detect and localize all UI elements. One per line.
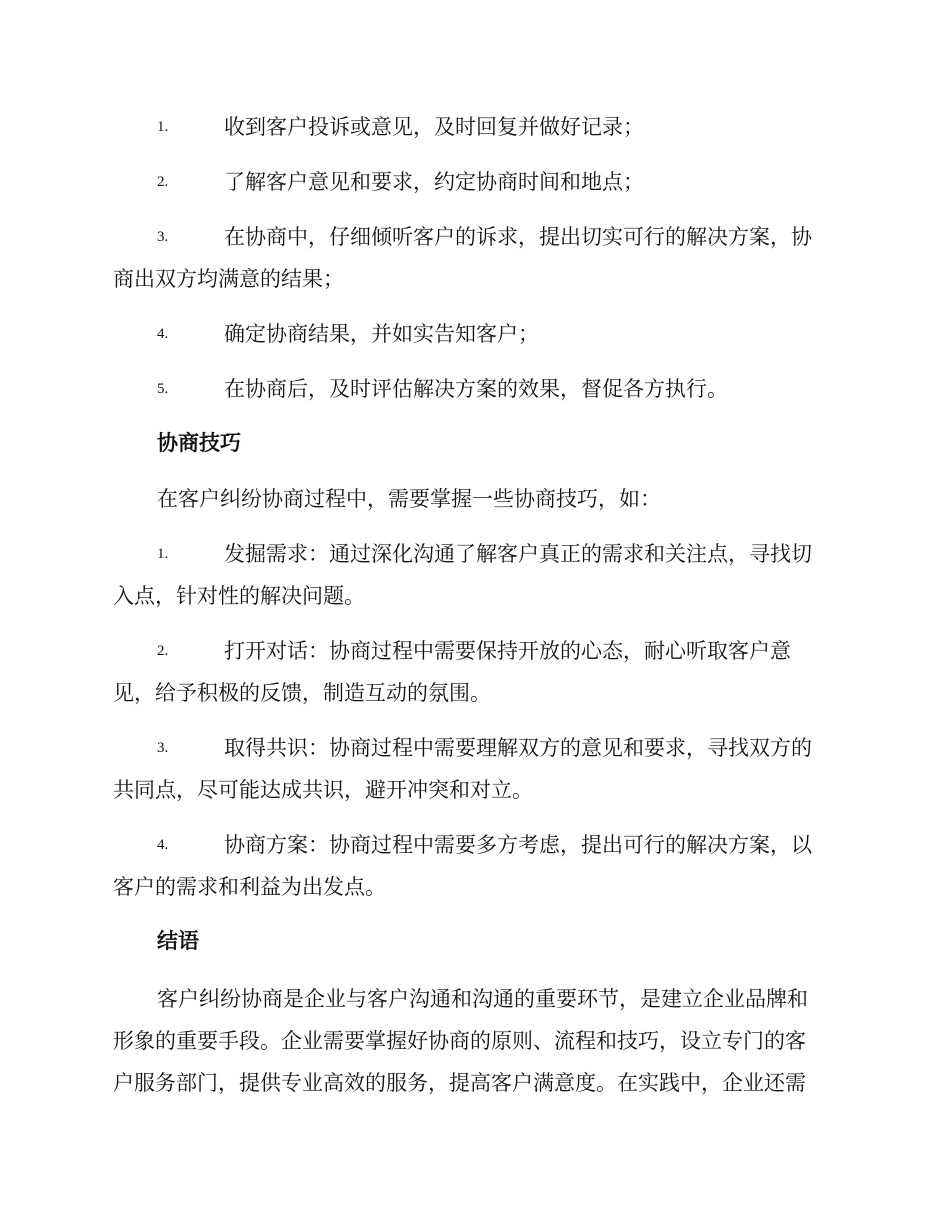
skill-number: 3.	[157, 740, 169, 756]
step-number: 1.	[157, 119, 169, 135]
skill-text-continued: 客户的需求和利益为出发点。	[113, 875, 386, 899]
skill-number: 2.	[157, 643, 169, 659]
step-number: 3.	[157, 229, 169, 245]
skill-text-continued: 共同点，尽可能达成共识，避开冲突和对立。	[113, 778, 533, 802]
step-text: 在协商后，及时评估解决方案的效果，督促各方执行。	[224, 377, 728, 401]
skill-text: 取得共识：协商过程中需要理解双方的意见和要求，寻找双方的	[224, 736, 812, 760]
skill-text: 发掘需求：通过深化沟通了解客户真正的需求和关注点，寻找切	[224, 542, 812, 566]
skill-text: 协商方案：协商过程中需要多方考虑，提出可行的解决方案，以	[224, 833, 812, 857]
skill-number: 1.	[157, 546, 169, 562]
step-number: 4.	[157, 326, 169, 342]
skill-text: 打开对话：协商过程中需要保持开放的心态，耐心听取客户意	[224, 639, 791, 663]
skill-text-continued: 见，给予积极的反馈，制造互动的氛围。	[113, 681, 491, 705]
conclusion-paragraph-line: 户服务部门，提供专业高效的服务，提高客户满意度。在实践中，企业还需	[113, 1071, 806, 1095]
step-text: 确定协商结果，并如实告知客户；	[224, 322, 539, 346]
step-text: 了解客户意见和要求，约定协商时间和地点；	[224, 170, 644, 194]
conclusion-paragraph-line: 形象的重要手段。企业需要掌握好协商的原则、流程和技巧，设立专门的客	[113, 1029, 806, 1053]
skill-number: 4.	[157, 837, 169, 853]
skills-intro: 在客户纠纷协商过程中，需要掌握一些协商技巧，如：	[157, 487, 661, 511]
section-heading-conclusion: 结语	[157, 929, 199, 953]
step-number: 5.	[157, 381, 169, 397]
conclusion-paragraph-line: 客户纠纷协商是企业与客户沟通和沟通的重要环节，是建立企业品牌和	[157, 987, 808, 1011]
step-text: 收到客户投诉或意见，及时回复并做好记录；	[224, 115, 644, 139]
step-text-continued: 商出双方均满意的结果；	[113, 267, 344, 291]
skill-text-continued: 入点，针对性的解决问题。	[113, 584, 365, 608]
step-number: 2.	[157, 174, 169, 190]
section-heading-skills: 协商技巧	[157, 431, 241, 455]
step-text: 在协商中，仔细倾听客户的诉求，提出切实可行的解决方案，协	[224, 225, 812, 249]
